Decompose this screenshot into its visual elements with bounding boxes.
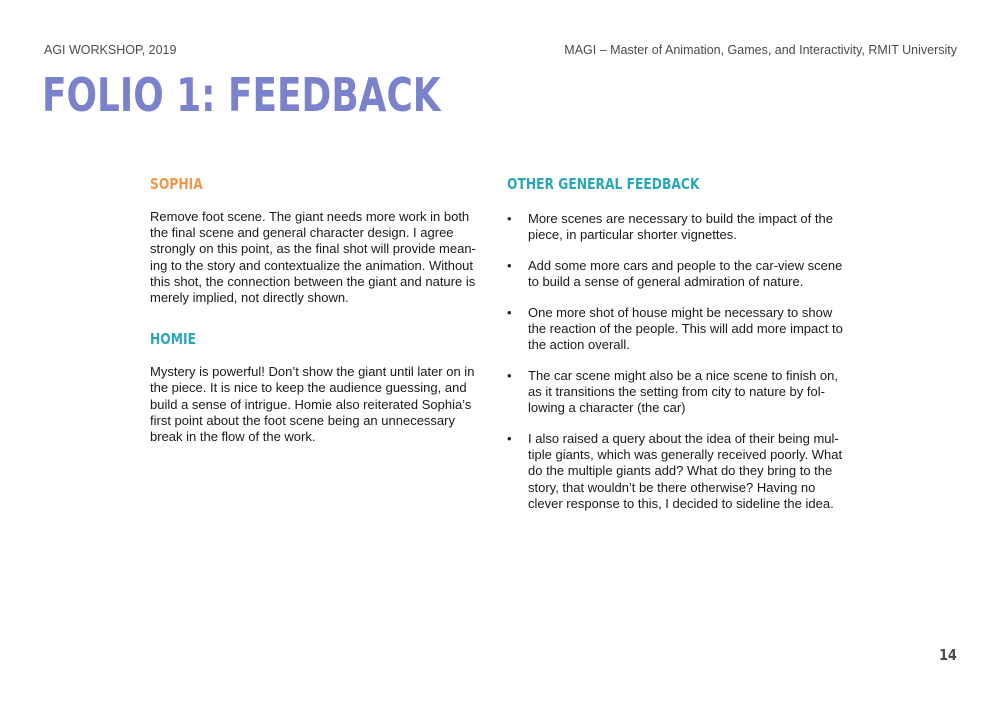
page-title: FOLIO 1: FEEDBACK (42, 68, 441, 122)
page-number: 14 (939, 646, 957, 664)
bullet-icon: • (507, 211, 512, 226)
bullet-line: lowing a character (the car) (528, 400, 686, 416)
list-item (507, 258, 862, 290)
section-heading-homie: HOMIE (150, 330, 196, 349)
paragraph-line: this shot, the connection between the giant and nature is (150, 273, 476, 289)
list-item (507, 211, 862, 243)
header-left-text: AGI WORKSHOP, 2019 (44, 43, 177, 57)
paragraph-line: first point about the foot scene being an unnecessary (150, 412, 455, 428)
bullet-line: story, that wouldn’t be there otherwise? Having no (528, 479, 816, 495)
right-column (507, 174, 862, 527)
left-column (150, 174, 490, 445)
bullet-line: Add some more cars and people to the car-view scene (528, 257, 843, 273)
bullet-line: clever response to this, I decided to sideline the idea. (528, 495, 834, 511)
paragraph-line: the piece. It is nice to keep the audience guessing, and (150, 380, 467, 396)
bullet-icon: • (507, 257, 512, 273)
paragraph-line: merely implied, not directly shown. (150, 290, 349, 306)
bullet-line: I also raised a query about the idea of their being mul- (528, 431, 839, 447)
paragraph-line: ing to the story and contextualize the animation. Without (150, 257, 474, 273)
bullet-line: the action overall. (528, 337, 630, 353)
bullet-icon: • (507, 304, 512, 320)
bullet-line: tiple giants, which was generally received poorly. What (528, 447, 843, 463)
paragraph-line: Mystery is powerful! Don’t show the giant until later on in (150, 364, 475, 380)
list-item (507, 368, 862, 417)
bullet-line: piece, in particular shorter vignettes. (528, 227, 737, 243)
sophia-feedback-paragraph (150, 209, 490, 306)
paragraph-line: strongly on this point, as the final shot will provide mean- (150, 241, 476, 257)
bullet-line: More scenes are necessary to build the impact of the (528, 211, 833, 226)
bullet-line: do the multiple giants add? What do they bring to the (528, 463, 833, 479)
bullet-line: One more shot of house might be necessary to show (528, 304, 833, 320)
bullet-line: The car scene might also be a nice scene to finish on, (528, 367, 839, 383)
list-item (507, 305, 862, 354)
bullet-icon: • (507, 367, 512, 383)
paragraph-line: break in the flow of the work. (150, 429, 316, 445)
header-right-text: MAGI – Master of Animation, Games, and Interactivity, RMIT University (564, 43, 957, 57)
general-feedback-list (507, 211, 862, 512)
paragraph-line: the final scene and general character design. I agree (150, 225, 454, 241)
paragraph-line: Remove foot scene. The giant needs more work in both (150, 209, 470, 224)
section-heading-sophia: SOPHIA (150, 175, 203, 193)
bullet-line: as it transitions the setting from city to nature by fol- (528, 384, 825, 400)
homie-feedback-paragraph (150, 364, 490, 445)
bullet-line: the reaction of the people. This will add more impact to (528, 321, 843, 337)
paragraph-line: build a sense of intrigue. Homie also reiterated Sophia’s (150, 396, 472, 412)
list-item (507, 431, 862, 512)
bullet-line: to build a sense of general admiration of nature. (528, 274, 804, 290)
bullet-icon: • (507, 431, 512, 447)
section-heading-general-feedback: OTHER GENERAL FEEDBACK (507, 175, 700, 193)
